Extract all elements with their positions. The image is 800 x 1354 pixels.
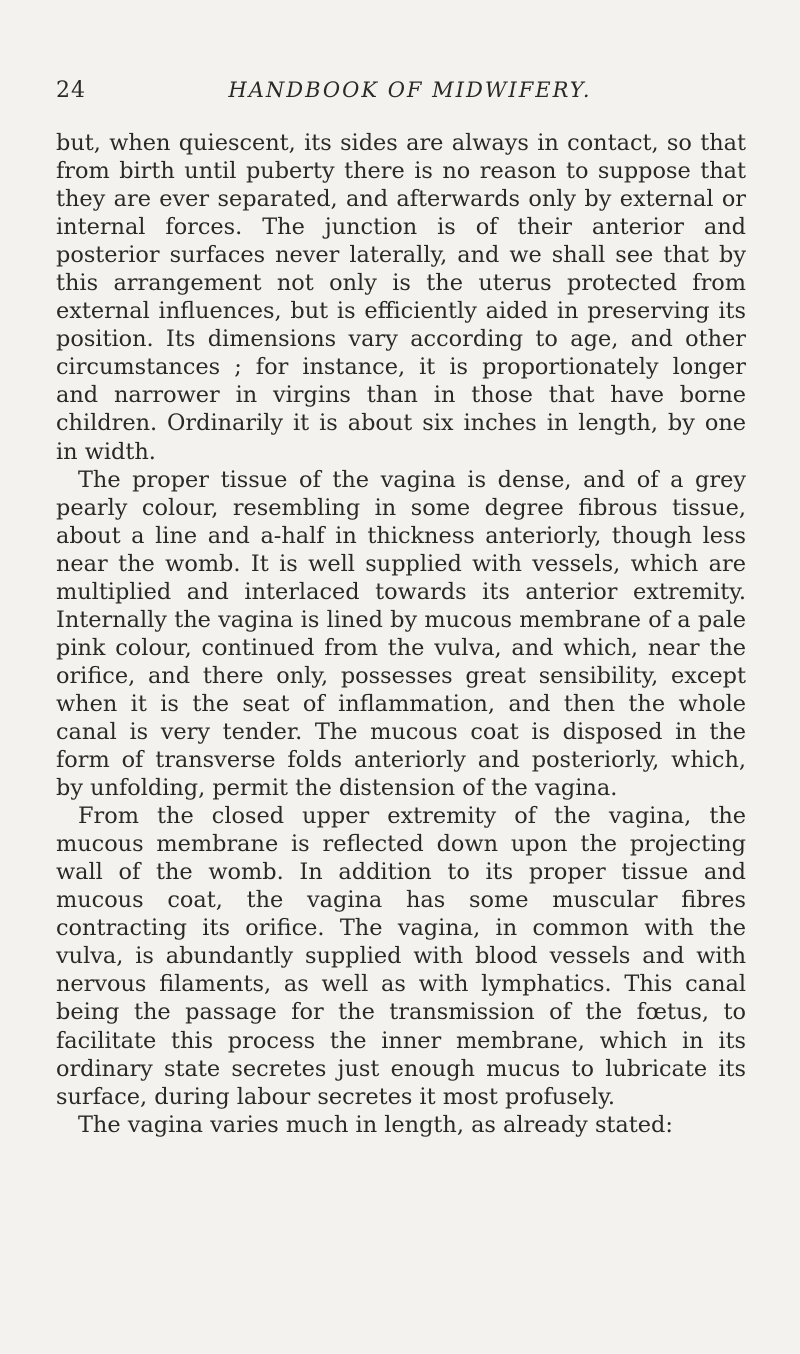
page-number: 24 bbox=[56, 78, 86, 103]
body-text bbox=[56, 129, 746, 1139]
paragraph-2: The proper tissue of the vagina is dense, and of a grey pearly colour, resembling in some degree fibrous tissue, about a line and a-half in thickness anteriorly, though less near the womb. It is well supplied with vessels, which are multiplied and interlaced towards its anterior extremity. Internally the vagina is lined by mucous membrane of a pale pink colour, continued from the vulva, and which, near the orifice, and there only, possesses great sensibility, except when it is the seat of inflammation, and then the whole canal is very tender. The mucous coat is disposed in the form of transverse folds anteriorly and posteriorly, which, by unfolding, permit the distension of the vagina. bbox=[56, 466, 746, 802]
running-title: HANDBOOK OF MIDWIFERY. bbox=[228, 78, 592, 102]
paragraph-3: From the closed upper extremity of the vagina, the mucous membrane is reflected down upon the projecting wall of the womb. In addition to its proper tissue and mucous coat, the vagina has some muscular fibres contracting its orifice. The vagina, in common with the vulva, is abundantly supplied with blood vessels and with nervous filaments, as well as with lymphatics. This canal being the passage for the transmission of the fœtus, to facilitate this process the inner membrane, which in its ordinary state secretes just enough mucus to lubricate its surface, during labour secretes it most profusely. bbox=[56, 803, 746, 1110]
paragraph-1: but, when quiescent, its sides are always in contact, so that from birth until puberty there is no reason to suppose that they are ever separated, and afterwards only by external or internal forces. The junction is of their anterior and posterior surfaces never laterally, and we shall see that by this arrangement not only is the uterus protected from external influences, but is efficiently aided in preserving its position. Its dimensions vary according to age, and other circumstances ; for instance, it is proportionately longer and narrower in virgins than in those that have borne children. Ordinarily it is about six inches in length, by one in width. bbox=[56, 130, 746, 465]
page-header bbox=[56, 78, 744, 110]
paragraph-4: The vagina varies much in length, as already stated: bbox=[78, 1111, 673, 1138]
